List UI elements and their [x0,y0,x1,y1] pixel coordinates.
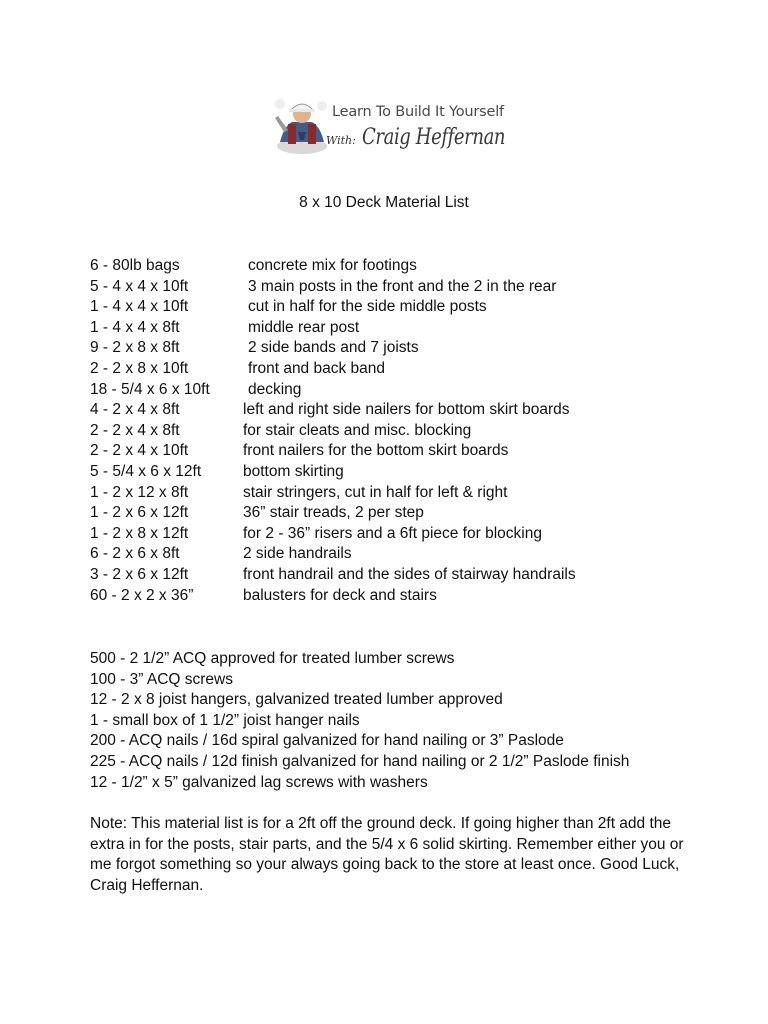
item-quantity: 1 - 2 x 12 x 8ft [90,483,189,501]
item-quantity: 18 - 5/4 x 6 x 10ft [90,380,210,398]
item-quantity: 2 - 2 x 8 x 10ft [90,359,189,377]
note-paragraph: Note: This material list is for a 2ft off the ground deck. If going higher than 2ft add the extra in for the posts, stair parts, and the 5/4 x 6 solid skirting. Remember either you or me forgot something so your always going back to the store at least once. Good Luck, Craig Heffernan. [90,815,684,894]
item-quantity: 2 - 2 x 4 x 8ft [90,421,180,439]
item-description: middle rear post [248,318,360,336]
item-quantity: 60 - 2 x 2 x 36” [90,586,194,604]
item-description: bottom skirting [243,462,344,480]
document-title: 8 x 10 Deck Material List [299,194,469,211]
item-description: balusters for deck and stairs [243,586,437,604]
item-quantity: 2 - 2 x 4 x 10ft [90,442,189,460]
logo-name: Craig Heffernan [362,125,506,150]
item-description: decking [248,380,302,398]
item-description: left and right side nailers for bottom skirt boards [243,401,570,419]
item-quantity: 1 - 2 x 6 x 12ft [90,504,189,522]
item-quantity: 6 - 80lb bags [90,257,180,274]
item-description: front handrail and the sides of stairway handrails [243,565,576,583]
item-quantity: 5 - 4 x 4 x 10ft [90,277,189,295]
item-quantity: 5 - 5/4 x 6 x 12ft [90,462,202,480]
item-description: concrete mix for footings [248,257,417,274]
logo [274,96,519,158]
item-quantity: 1 - 4 x 4 x 10ft [90,298,189,316]
logo-with: With: [326,134,356,147]
item-description: for 2 - 36” risers and a 6ft piece for blocking [243,524,542,542]
item-description: front nailers for the bottom skirt boards [243,442,509,460]
item-quantity: 6 - 2 x 6 x 8ft [90,545,180,563]
item-quantity: 4 - 2 x 4 x 8ft [90,401,180,419]
builder-mascot-icon [274,96,330,156]
list-item: 1 - small box of 1 1/2” joist hanger nails [90,711,360,729]
list-item: 500 - 2 1/2” ACQ approved for treated lumber screws [90,650,455,667]
item-quantity: 9 - 2 x 8 x 8ft [90,339,180,357]
hardware-list [90,649,629,793]
item-description: cut in half for the side middle posts [248,298,487,316]
logo-tagline: Learn To Build It Yourself [332,104,504,120]
list-item: 12 - 2 x 8 joist hangers, galvanized treated lumber approved [90,691,503,709]
item-description: front and back band [248,359,386,377]
item-description: for stair cleats and misc. blocking [243,421,472,439]
list-item: 12 - 1/2” x 5” galvanized lag screws with washers [90,773,428,791]
item-quantity: 1 - 2 x 8 x 12ft [90,524,189,542]
item-quantity: 3 - 2 x 6 x 12ft [90,565,189,583]
list-item: 225 - ACQ nails / 12d finish galvanized for hand nailing or 2 1/2” Paslode finish [90,752,630,770]
item-description: stair stringers, cut in half for left & right [243,483,508,501]
list-item: 200 - ACQ nails / 16d spiral galvanized for hand nailing or 3” Paslode [90,732,564,750]
list-item: 100 - 3” ACQ screws [90,670,233,688]
item-description: 3 main posts in the front and the 2 in the rear [248,277,557,295]
item-description: 2 side handrails [243,545,352,563]
item-description: 36” stair treads, 2 per step [243,504,424,522]
item-description: 2 side bands and 7 joists [248,339,419,357]
item-quantity: 1 - 4 x 4 x 8ft [90,318,180,336]
